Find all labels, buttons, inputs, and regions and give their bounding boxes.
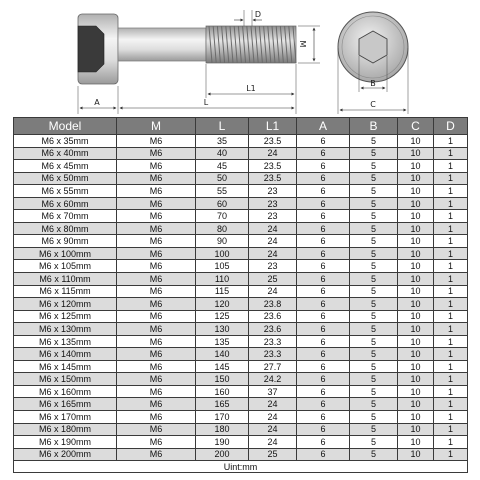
table-cell: M6 — [117, 160, 196, 173]
table-cell: M6 x 90mm — [14, 235, 117, 248]
table-cell: 100 — [196, 247, 249, 260]
table-cell: M6 — [117, 385, 196, 398]
table-cell: 10 — [398, 436, 434, 449]
table-cell: 145 — [196, 360, 249, 373]
table-row — [14, 260, 468, 273]
table-row — [14, 373, 468, 386]
table-cell: M6 — [117, 335, 196, 348]
table-cell: 1 — [434, 273, 468, 286]
table-cell: 6 — [297, 323, 350, 336]
bolt-shank — [118, 28, 206, 61]
table-cell: 5 — [350, 348, 398, 361]
table-cell: 5 — [350, 197, 398, 210]
table-cell: 24.2 — [249, 373, 297, 386]
column-header: C — [398, 118, 434, 135]
table-cell: M6 — [117, 135, 196, 148]
table-cell: 5 — [350, 273, 398, 286]
table-cell: 10 — [398, 398, 434, 411]
table-cell: M6 x 130mm — [14, 323, 117, 336]
table-cell: 130 — [196, 323, 249, 336]
table-cell: 1 — [434, 335, 468, 348]
table-cell: 10 — [398, 247, 434, 260]
table-cell: 190 — [196, 436, 249, 449]
table-row — [14, 310, 468, 323]
table-cell: 10 — [398, 185, 434, 198]
table-row — [14, 323, 468, 336]
bolt-head-end-view — [338, 12, 408, 82]
table-cell: 1 — [434, 260, 468, 273]
table-cell: M6 x 50mm — [14, 172, 117, 185]
table-cell: M6 x 200mm — [14, 448, 117, 461]
table-cell: 10 — [398, 385, 434, 398]
table-cell: 6 — [297, 373, 350, 386]
bolt-dimension-drawing — [0, 0, 480, 115]
table-cell: 25 — [249, 273, 297, 286]
table-cell: 80 — [196, 222, 249, 235]
table-cell: 10 — [398, 210, 434, 223]
table-cell: M6 x 165mm — [14, 398, 117, 411]
table-cell: M6 — [117, 298, 196, 311]
table-cell: 23.5 — [249, 135, 297, 148]
table-cell: 37 — [249, 385, 297, 398]
table-row — [14, 197, 468, 210]
table-cell: 10 — [398, 235, 434, 248]
dim-label-m: M — [298, 40, 307, 48]
table-row — [14, 135, 468, 148]
table-row — [14, 210, 468, 223]
table-cell: 60 — [196, 197, 249, 210]
table-cell: M6 x 125mm — [14, 310, 117, 323]
table-cell: 1 — [434, 411, 468, 424]
table-cell: 110 — [196, 273, 249, 286]
table-cell: 105 — [196, 260, 249, 273]
table-cell: 23 — [249, 185, 297, 198]
table-cell: 1 — [434, 197, 468, 210]
table-row — [14, 247, 468, 260]
table-cell: M6 — [117, 348, 196, 361]
table-row — [14, 423, 468, 436]
table-cell: 150 — [196, 373, 249, 386]
table-cell: 115 — [196, 285, 249, 298]
table-cell: M6 x 135mm — [14, 335, 117, 348]
table-cell: M6 — [117, 197, 196, 210]
table-cell: 24 — [249, 423, 297, 436]
table-cell: 6 — [297, 423, 350, 436]
table-cell: M6 x 110mm — [14, 273, 117, 286]
table-cell: 5 — [350, 222, 398, 235]
table-row — [14, 160, 468, 173]
table-cell: 5 — [350, 335, 398, 348]
table-cell: 6 — [297, 348, 350, 361]
table-cell: 23.6 — [249, 310, 297, 323]
table-cell: 6 — [297, 385, 350, 398]
column-header: Model — [14, 118, 117, 135]
table-cell: 10 — [398, 260, 434, 273]
table-cell: 5 — [350, 235, 398, 248]
table-row — [14, 335, 468, 348]
table-cell: 10 — [398, 222, 434, 235]
table-cell: 1 — [434, 160, 468, 173]
table-row — [14, 385, 468, 398]
table-cell: 6 — [297, 398, 350, 411]
table-row — [14, 222, 468, 235]
table-cell: 1 — [434, 210, 468, 223]
table-cell: 6 — [297, 310, 350, 323]
table-cell: 23.5 — [249, 160, 297, 173]
table-cell: 6 — [297, 436, 350, 449]
table-cell: M6 — [117, 423, 196, 436]
table-cell: 1 — [434, 385, 468, 398]
table-cell: 23.5 — [249, 172, 297, 185]
table-row — [14, 235, 468, 248]
table-cell: M6 x 160mm — [14, 385, 117, 398]
table-cell: 6 — [297, 210, 350, 223]
bolt-side-view — [78, 14, 296, 84]
table-cell: M6 x 45mm — [14, 160, 117, 173]
table-cell: M6 x 35mm — [14, 135, 117, 148]
table-cell: 6 — [297, 185, 350, 198]
table-cell: 24 — [249, 436, 297, 449]
table-cell: 10 — [398, 298, 434, 311]
hex-socket-recess — [78, 26, 104, 72]
column-header: L1 — [249, 118, 297, 135]
table-cell: 1 — [434, 323, 468, 336]
table-cell: 6 — [297, 273, 350, 286]
table-cell: M6 — [117, 235, 196, 248]
table-cell: 10 — [398, 335, 434, 348]
table-row — [14, 448, 468, 461]
table-cell: M6 — [117, 436, 196, 449]
table-cell: 24 — [249, 235, 297, 248]
table-cell: 1 — [434, 247, 468, 260]
table-cell: 23 — [249, 260, 297, 273]
column-header: M — [117, 118, 196, 135]
table-cell: 55 — [196, 185, 249, 198]
table-cell: 6 — [297, 247, 350, 260]
table-cell: 6 — [297, 222, 350, 235]
table-row — [14, 285, 468, 298]
table-cell: 6 — [297, 411, 350, 424]
table-row — [14, 147, 468, 160]
table-cell: 1 — [434, 373, 468, 386]
table-cell: 5 — [350, 373, 398, 386]
table-cell: 5 — [350, 360, 398, 373]
table-cell: M6 — [117, 323, 196, 336]
table-cell: M6 x 180mm — [14, 423, 117, 436]
table-cell: 5 — [350, 247, 398, 260]
table-cell: M6 — [117, 147, 196, 160]
table-cell: 1 — [434, 298, 468, 311]
table-cell: 5 — [350, 423, 398, 436]
table-row — [14, 185, 468, 198]
table-cell: M6 x 80mm — [14, 222, 117, 235]
table-cell: 6 — [297, 260, 350, 273]
table-cell: 135 — [196, 335, 249, 348]
table-row — [14, 273, 468, 286]
table-cell: 35 — [196, 135, 249, 148]
table-cell: M6 — [117, 373, 196, 386]
table-cell: M6 x 170mm — [14, 411, 117, 424]
table-cell: 5 — [350, 210, 398, 223]
column-header: B — [350, 118, 398, 135]
table-cell: M6 — [117, 172, 196, 185]
table-cell: M6 x 40mm — [14, 147, 117, 160]
table-cell: 10 — [398, 147, 434, 160]
table-cell: M6 x 190mm — [14, 436, 117, 449]
table-cell: 10 — [398, 360, 434, 373]
table-row — [14, 172, 468, 185]
spec-table — [13, 117, 468, 473]
table-cell: 170 — [196, 411, 249, 424]
table-cell: 5 — [350, 398, 398, 411]
table-row — [14, 398, 468, 411]
table-cell: M6 x 105mm — [14, 260, 117, 273]
table-cell: 10 — [398, 135, 434, 148]
table-cell: M6 x 55mm — [14, 185, 117, 198]
table-cell: 6 — [297, 160, 350, 173]
table-cell: 5 — [350, 172, 398, 185]
dim-label-l1: L1 — [246, 84, 256, 93]
table-cell: 1 — [434, 423, 468, 436]
table-cell: 120 — [196, 298, 249, 311]
table-row — [14, 436, 468, 449]
table-cell: 10 — [398, 160, 434, 173]
table-header-row — [14, 118, 468, 135]
table-cell: 10 — [398, 285, 434, 298]
table-cell: 1 — [434, 436, 468, 449]
table-cell: 1 — [434, 235, 468, 248]
table-cell: 70 — [196, 210, 249, 223]
table-cell: 180 — [196, 423, 249, 436]
table-cell: 23.3 — [249, 335, 297, 348]
table-footer-row — [14, 461, 468, 473]
table-row — [14, 411, 468, 424]
table-cell: 24 — [249, 285, 297, 298]
table-cell: M6 x 100mm — [14, 247, 117, 260]
table-cell: 6 — [297, 448, 350, 461]
table-cell: 1 — [434, 135, 468, 148]
table-cell: 1 — [434, 448, 468, 461]
table-cell: 5 — [350, 135, 398, 148]
table-cell: 1 — [434, 147, 468, 160]
table-cell: 1 — [434, 222, 468, 235]
table-cell: 10 — [398, 273, 434, 286]
table-cell: 6 — [297, 298, 350, 311]
table-cell: 5 — [350, 147, 398, 160]
table-cell: 10 — [398, 423, 434, 436]
table-cell: 1 — [434, 285, 468, 298]
table-cell: M6 x 140mm — [14, 348, 117, 361]
table-cell: 5 — [350, 285, 398, 298]
table-cell: M6 — [117, 360, 196, 373]
table-cell: 24 — [249, 147, 297, 160]
table-cell: 24 — [249, 222, 297, 235]
table-cell: 10 — [398, 348, 434, 361]
table-cell: 23.6 — [249, 323, 297, 336]
table-cell: 1 — [434, 172, 468, 185]
table-cell: 6 — [297, 285, 350, 298]
table-cell: 25 — [249, 448, 297, 461]
table-cell: 10 — [398, 310, 434, 323]
table-cell: M6 x 120mm — [14, 298, 117, 311]
table-cell: 90 — [196, 235, 249, 248]
table-cell: M6 x 70mm — [14, 210, 117, 223]
dim-label-c: C — [370, 100, 376, 109]
table-cell: 6 — [297, 335, 350, 348]
table-cell: 1 — [434, 185, 468, 198]
table-cell: M6 — [117, 210, 196, 223]
unit-note: Uint:mm — [14, 461, 468, 473]
table-cell: 5 — [350, 448, 398, 461]
table-cell: 5 — [350, 185, 398, 198]
table-cell: 1 — [434, 360, 468, 373]
table-cell: 10 — [398, 448, 434, 461]
table-cell: 140 — [196, 348, 249, 361]
dim-label-l: L — [203, 98, 209, 107]
table-cell: M6 — [117, 448, 196, 461]
table-cell: M6 — [117, 285, 196, 298]
table-cell: 5 — [350, 436, 398, 449]
column-header: A — [297, 118, 350, 135]
table-cell: 6 — [297, 147, 350, 160]
table-cell: M6 x 150mm — [14, 373, 117, 386]
table-cell: M6 — [117, 273, 196, 286]
table-cell: M6 — [117, 222, 196, 235]
dim-label-d: D — [254, 10, 262, 19]
table-cell: 24 — [249, 411, 297, 424]
table-cell: M6 — [117, 247, 196, 260]
table-row — [14, 360, 468, 373]
table-cell: 165 — [196, 398, 249, 411]
table-cell: 10 — [398, 323, 434, 336]
table-cell: 24 — [249, 247, 297, 260]
dim-label-b: B — [370, 79, 376, 88]
table-cell: 27.7 — [249, 360, 297, 373]
table-cell: 5 — [350, 260, 398, 273]
table-cell: M6 x 145mm — [14, 360, 117, 373]
table-cell: 45 — [196, 160, 249, 173]
table-cell: 23 — [249, 210, 297, 223]
table-cell: 50 — [196, 172, 249, 185]
table-cell: 5 — [350, 310, 398, 323]
column-header: D — [434, 118, 468, 135]
table-cell: M6 — [117, 310, 196, 323]
column-header: L — [196, 118, 249, 135]
table-cell: 5 — [350, 160, 398, 173]
table-cell: M6 — [117, 398, 196, 411]
table-cell: 1 — [434, 348, 468, 361]
table-cell: 125 — [196, 310, 249, 323]
table-row — [14, 348, 468, 361]
table-cell: 10 — [398, 197, 434, 210]
table-cell: 6 — [297, 135, 350, 148]
table-cell: M6 — [117, 185, 196, 198]
table-cell: 40 — [196, 147, 249, 160]
dim-label-a: A — [94, 98, 100, 107]
table-cell: 10 — [398, 172, 434, 185]
table-cell: M6 x 115mm — [14, 285, 117, 298]
table-cell: M6 — [117, 411, 196, 424]
table-cell: 10 — [398, 373, 434, 386]
table-cell: 5 — [350, 323, 398, 336]
table-cell: 23.3 — [249, 348, 297, 361]
table-cell: M6 x 60mm — [14, 197, 117, 210]
table-cell: 6 — [297, 360, 350, 373]
table-cell: 10 — [398, 411, 434, 424]
table-row — [14, 298, 468, 311]
table-cell: 6 — [297, 235, 350, 248]
table-cell: 1 — [434, 398, 468, 411]
table-cell: 6 — [297, 197, 350, 210]
table-cell: 5 — [350, 385, 398, 398]
table-cell: 24 — [249, 398, 297, 411]
table-cell: 200 — [196, 448, 249, 461]
table-cell: 1 — [434, 310, 468, 323]
table-cell: 6 — [297, 172, 350, 185]
table-cell: 23 — [249, 197, 297, 210]
table-body — [14, 135, 468, 461]
table-cell: 160 — [196, 385, 249, 398]
table-cell: 5 — [350, 298, 398, 311]
table-cell: 5 — [350, 411, 398, 424]
table-cell: 23.8 — [249, 298, 297, 311]
table-cell: M6 — [117, 260, 196, 273]
